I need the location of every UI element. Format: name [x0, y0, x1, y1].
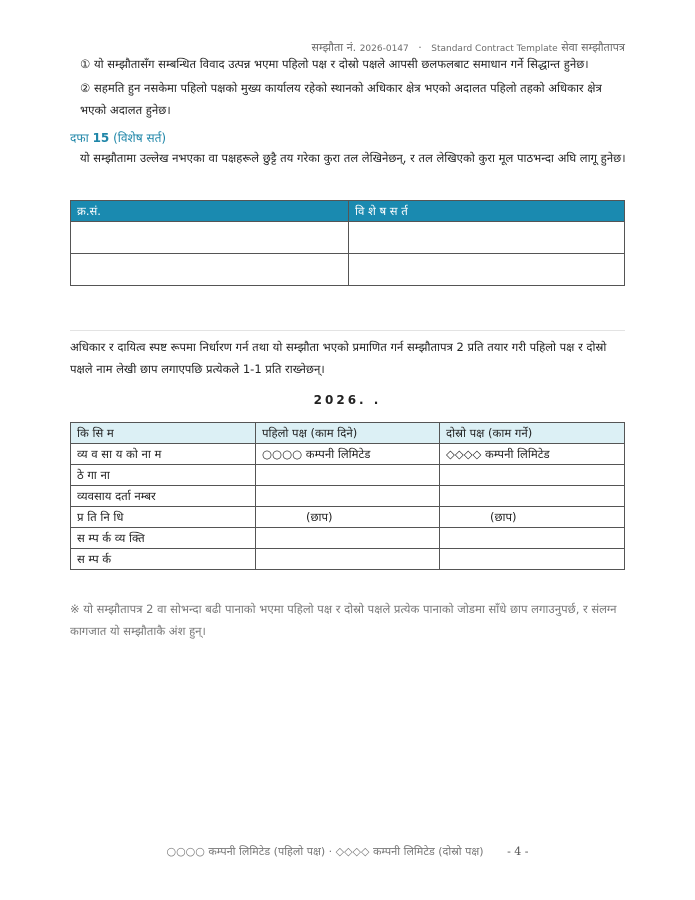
- row-label: व्य व सा य को ना म: [71, 444, 256, 465]
- column-header: वि शे ष स र्त: [349, 201, 625, 222]
- section-prefix: दफा: [70, 131, 89, 145]
- row-label: प्र ति नि धि: [71, 507, 256, 528]
- section-15-heading: [70, 129, 166, 146]
- first-party-cell: [256, 528, 440, 549]
- signature-table: [70, 422, 625, 570]
- footnote: ※ यो सम्झौतापत्र 2 वा सोभन्दा बढी पानाको भएमा पहिलो पक्ष र दोस्रो पक्षले प्रत्येक पानाको जोडमा साँधे छाप लगाउनुपर्छ, र संलग्न कागजात यो सम्झौताकै अंश हुन्।: [70, 602, 617, 638]
- second-party-cell: [440, 528, 625, 549]
- section-15-body: यो सम्झौतामा उल्लेख नभएका वा पक्षहरूले छुट्टै तय गरेका कुरा तल लेखिनेछन्, र तल लेखिएको कुरा मूल पाठभन्दा अघि लागू हुनेछ।: [80, 151, 626, 165]
- table-row: [71, 465, 625, 486]
- table-row: [71, 507, 625, 528]
- table-header-row: [71, 201, 625, 222]
- table-row: [71, 549, 625, 570]
- header-separator: ·: [418, 41, 422, 54]
- row-label: स म्प र्क: [71, 549, 256, 570]
- clause-paragraph-2: ② सहमति हुन नसकेमा पहिलो पक्षको मुख्य कार्यालय रहेको स्थानको अधिकार क्षेत्र भएको अदालत पहिलो तहको अधिकार क्षेत्र भएको अदालत हुनेछ।: [80, 81, 602, 117]
- column-header: पहिलो पक्ष (काम दिने): [256, 423, 440, 444]
- table-row: [71, 444, 625, 465]
- contract-number: 2026-0147: [359, 44, 409, 54]
- section-number: 15: [92, 131, 110, 145]
- row-label: व्यवसाय दर्ता नम्बर: [71, 486, 256, 507]
- column-header: कि सि म: [71, 423, 256, 444]
- row-label: स म्प र्क व्य क्ति: [71, 528, 256, 549]
- first-party-cell: [256, 465, 440, 486]
- divider: [70, 330, 625, 331]
- table-cell: [71, 254, 349, 286]
- table-cell: [349, 222, 625, 254]
- page-footer: [0, 844, 695, 859]
- first-party-cell: ○○○○ कम्पनी लिमिटेड: [256, 444, 440, 465]
- closing-paragraph: अधिकार र दायित्व स्पष्ट रूपमा निर्धारण गर्न तथा यो सम्झौता भएको प्रमाणित गर्न सम्झौतापत्र 2 प्रति तयार गरी पहिलो पक्ष र दोस्रो पक्षले नाम लेखी छाप लगाएपछि प्रत्येकले 1-1 प्रति राख्नेछन्।: [70, 340, 607, 376]
- template-name: Standard Contract Template: [431, 44, 558, 54]
- table-row: [71, 222, 625, 254]
- contract-number-label: सम्झौता नं.: [311, 41, 357, 54]
- table-row: [71, 254, 625, 286]
- first-party-cell: [256, 486, 440, 507]
- clause-paragraph-1: ① यो सम्झौतासँग सम्बन्धित विवाद उत्पन्न भएमा पहिलो पक्ष र दोस्रो पक्षले आपसी छलफलबाट समाधान गर्ने सिद्धान्त हुनेछ।: [80, 57, 589, 71]
- table-cell: [349, 254, 625, 286]
- second-party-cell: [440, 549, 625, 570]
- table-cell: [71, 222, 349, 254]
- second-party-cell: [440, 465, 625, 486]
- special-conditions-table: [70, 200, 625, 286]
- table-row: [71, 486, 625, 507]
- column-header: क्र.सं.: [71, 201, 349, 222]
- document-title: सेवा सम्झौतापत्र: [561, 41, 625, 54]
- row-label: ठे गा ना: [71, 465, 256, 486]
- section-title: (विशेष सर्त): [113, 131, 167, 145]
- signing-date: 2026. .: [313, 393, 382, 407]
- page-number: - 4 -: [507, 845, 529, 858]
- first-party-stamp: (छाप): [256, 507, 440, 528]
- column-header: दोस्रो पक्ष (काम गर्ने): [440, 423, 625, 444]
- table-row: [71, 528, 625, 549]
- table-header-row: [71, 423, 625, 444]
- second-party-cell: [440, 486, 625, 507]
- first-party-cell: [256, 549, 440, 570]
- second-party-stamp: (छाप): [440, 507, 625, 528]
- footer-parties: ○○○○ कम्पनी लिमिटेड (पहिलो पक्ष) · ◇◇◇◇ कम्पनी लिमिटेड (दोस्रो पक्ष): [166, 845, 484, 858]
- second-party-cell: ◇◇◇◇ कम्पनी लिमिटेड: [440, 444, 625, 465]
